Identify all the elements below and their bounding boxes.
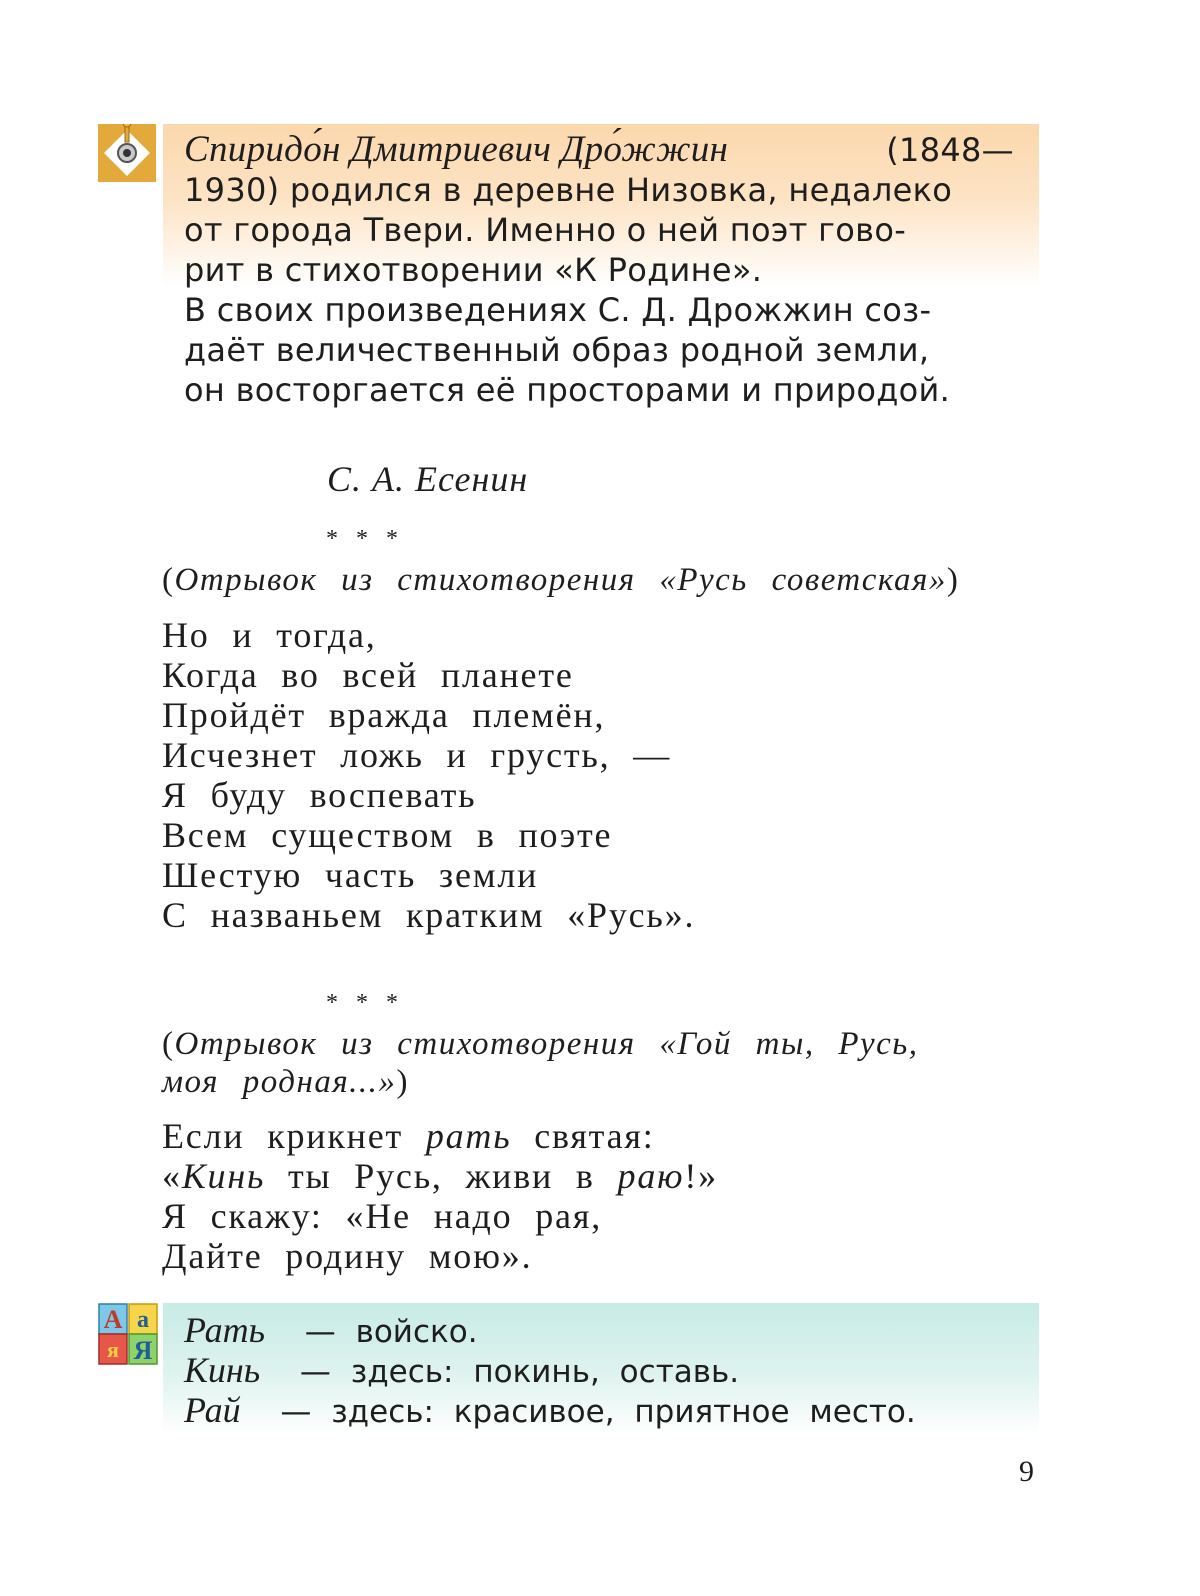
poem-line: Я буду воспевать (162, 775, 477, 815)
biography-line: 1930) родился в деревне Низовка, недалеко (184, 171, 953, 209)
svg-text:Я: Я (133, 1336, 153, 1365)
abc-letters-icon (98, 1303, 158, 1365)
poem-line: Дайте родину мою». (162, 1236, 533, 1276)
author-name: С. А. Есенин (327, 459, 529, 499)
poem-stanza (162, 615, 695, 935)
vocabulary-item (184, 1310, 916, 1350)
poem-line: Но и тогда, (162, 615, 377, 655)
vocabulary-definition: — здесь: красивое, приятное место. (280, 1394, 916, 1430)
svg-text:а: а (137, 1307, 149, 1333)
biography-line: даёт величественный образ родной земли, (184, 331, 930, 369)
biography-line (184, 130, 1014, 170)
poem-line: С названьем кратким «Русь». (162, 895, 696, 935)
vocabulary-definition: — здесь: покинь, оставь. (299, 1354, 740, 1390)
vocabulary-term: Рай (184, 1390, 241, 1430)
vocabulary-term: Кинь (184, 1350, 261, 1390)
biography-line: от города Твери. Именно о ней поэт гово- (184, 211, 907, 249)
poem-line: Всем существом в поэте (162, 815, 613, 855)
section-stars: * * * (326, 990, 404, 1016)
poem-subtitle: (Отрывок из стихотворения «Русь советская») (162, 562, 960, 598)
poet-name: Спиридо́н Дмитриевич Дро́жжин (184, 129, 729, 170)
poem-line: Если крикнет рать святая: (162, 1116, 655, 1156)
poem-line: Когда во всей планете (162, 655, 574, 695)
poem-stanza (162, 1116, 718, 1276)
svg-text:я: я (107, 1337, 119, 1362)
svg-text:А: А (103, 1305, 123, 1334)
biography-text (184, 130, 1014, 410)
info-pin-diamond-icon (98, 124, 156, 182)
page-number: 9 (1019, 1455, 1034, 1488)
poem-line: Исчезнет ложь и грусть, — (162, 735, 672, 775)
poem-line: Шестую часть земли (162, 855, 539, 895)
biography-line: он восторгается её просторами и природой. (184, 371, 951, 409)
vocabulary-definition: — войско. (304, 1314, 478, 1350)
biography-line: рит в стихотворении «К Родине». (184, 251, 763, 289)
poem-subtitle: (Отрывок из стихотворения «Гой ты, Русь, моя родная...») (162, 1026, 919, 1100)
vocabulary-item (184, 1350, 916, 1390)
vocabulary-term: Рать (184, 1310, 265, 1350)
poem-line: Я скажу: «Не надо рая, (162, 1196, 602, 1236)
poem-line: «Кинь ты Русь, живи в раю!» (162, 1156, 718, 1196)
biography-line: В своих произведениях С. Д. Дрожжин соз- (184, 291, 932, 329)
section-stars: * * * (326, 526, 404, 552)
vocabulary-item (184, 1390, 916, 1430)
poem-line: Пройдёт вражда племён, (162, 695, 606, 735)
poet-years: (1848— (886, 131, 1014, 169)
vocabulary-list (184, 1310, 916, 1430)
